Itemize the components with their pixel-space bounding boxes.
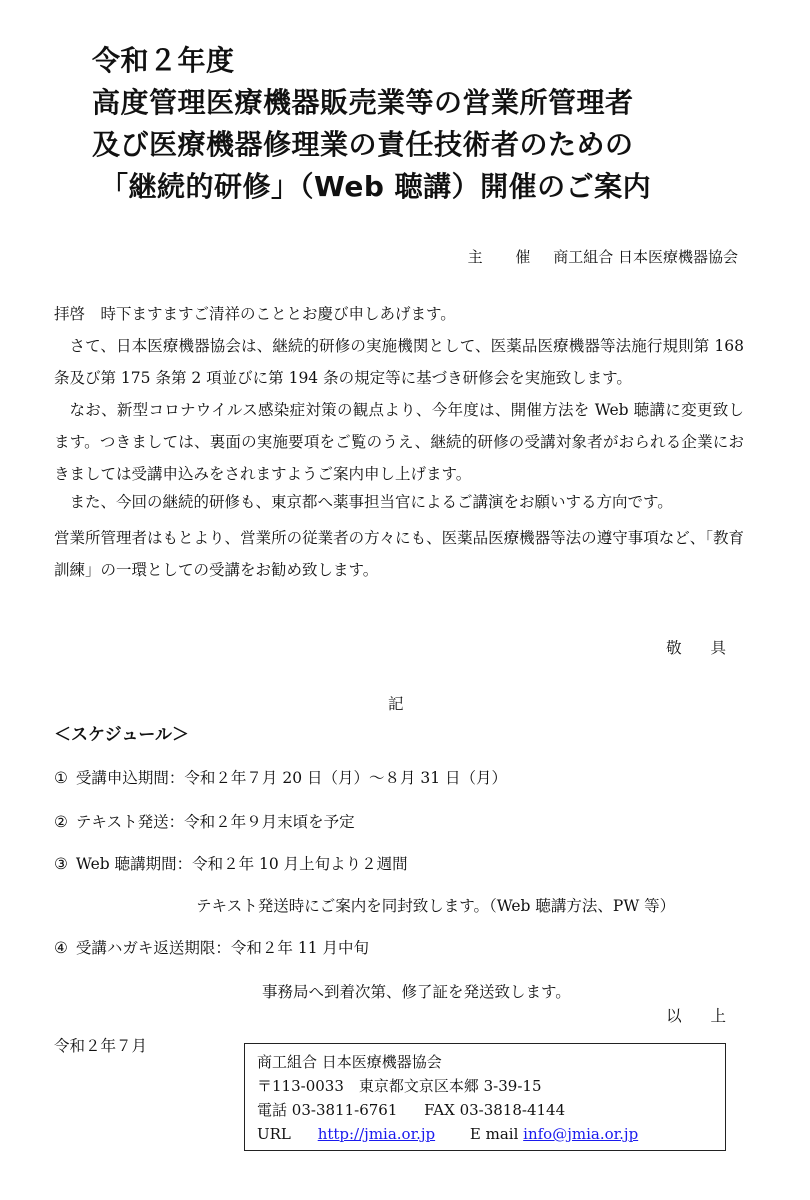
title-line-1: 令和２年度 (92, 44, 235, 77)
schedule-number: ② (54, 813, 68, 831)
paragraph-recommendation: 営業所管理者はもとより、営業所の従業者の方々にも、医薬品医療機器等法の遵守事項など、「教育訓練」の一環としての受講をお勧め致します。 (54, 529, 744, 579)
organizer-line (468, 246, 738, 267)
organizer-label: 主 催 (467, 248, 545, 266)
email-label: E mail (469, 1125, 519, 1143)
document-title (92, 40, 651, 208)
schedule-number: ① (54, 769, 68, 787)
schedule-number: ④ (54, 939, 68, 957)
url-label: URL (257, 1125, 291, 1143)
contact-address: 〒113-0033 東京都文京区本郷 3-39-15 (257, 1077, 542, 1095)
website-link[interactable]: http://jmia.or.jp (317, 1125, 436, 1143)
tel-number: 03-3811-6761 (291, 1101, 398, 1119)
fax-label: FAX (424, 1101, 455, 1119)
schedule-text: 受講申込期間：令和２年７月 20 日（月）～８月 31 日（月） (75, 769, 508, 787)
paragraph-web-notice: なお、新型コロナウイルス感染症対策の観点より、今年度は、開催方法を Web 聴講に変更致します。つきましては、裏面の実施要項をご覧のうえ、継続的研修の受講対象者がおられる企業におきましては受講申込みをされますようご案内申し上げます。 (54, 401, 744, 483)
letter-body (54, 298, 744, 586)
email-link[interactable]: info@jmia.or.jp (523, 1125, 639, 1143)
contact-box (244, 1043, 726, 1151)
schedule-number: ③ (54, 855, 68, 873)
closing-ijo: 以 上 (666, 1007, 738, 1025)
title-line-2: 高度管理医療機器販売業等の営業所管理者 (92, 86, 634, 119)
title-line-4: 「継続的研修」（Web 聴講）開催のご案内 (100, 170, 652, 203)
contact-org: 商工組合 日本医療機器協会 (257, 1053, 442, 1071)
schedule-heading: ＜スケジュール＞ (54, 725, 189, 745)
paragraph-lecture: また、今回の継続的研修も、東京都へ薬事担当官によるご講演をお願いする方向です。 (69, 493, 673, 511)
schedule-item (54, 766, 507, 788)
schedule-item (54, 936, 369, 958)
fax-number: 03-3818-4144 (459, 1101, 566, 1119)
contact-phone-line (257, 1098, 713, 1122)
title-line-3: 及び医療機器修理業の責任技術者のための (92, 128, 634, 161)
organizer-name: 商工組合 日本医療機器協会 (553, 248, 738, 266)
schedule-text: Web 聴講期間：令和２年 10 月上旬より２週間 (75, 855, 408, 873)
closing-keigu: 敬 具 (666, 639, 738, 657)
paragraph-purpose: さて、日本医療機器協会は、継続的研修の実施機関として、医薬品医療機器等法施行規則第 168 条及び第 175 条第 2 項並びに第 194 条の規定等に基づき研修会を実施致します。 (54, 337, 744, 387)
schedule-note-certificate: 事務局へ到着次第、修了証を発送致します。 (262, 983, 571, 1001)
schedule-text: 受講ハガキ返送期限：令和２年 11 月中旬 (75, 939, 369, 957)
ki-marker: 記 (388, 695, 404, 713)
schedule-text: テキスト発送：令和２年９月末頃を予定 (75, 813, 355, 831)
contact-web-line (257, 1122, 713, 1146)
schedule-item (54, 810, 355, 832)
schedule-item (54, 852, 408, 874)
tel-label: 電話 (257, 1101, 288, 1119)
issue-date: 令和２年７月 (54, 1037, 148, 1055)
schedule-note-web: テキスト発送時にご案内を同封致します。（Web 聴講方法、PW 等） (196, 897, 676, 915)
paragraph-greeting: 拝啓 時下ますますご清祥のこととお慶び申しあげます。 (54, 305, 456, 323)
